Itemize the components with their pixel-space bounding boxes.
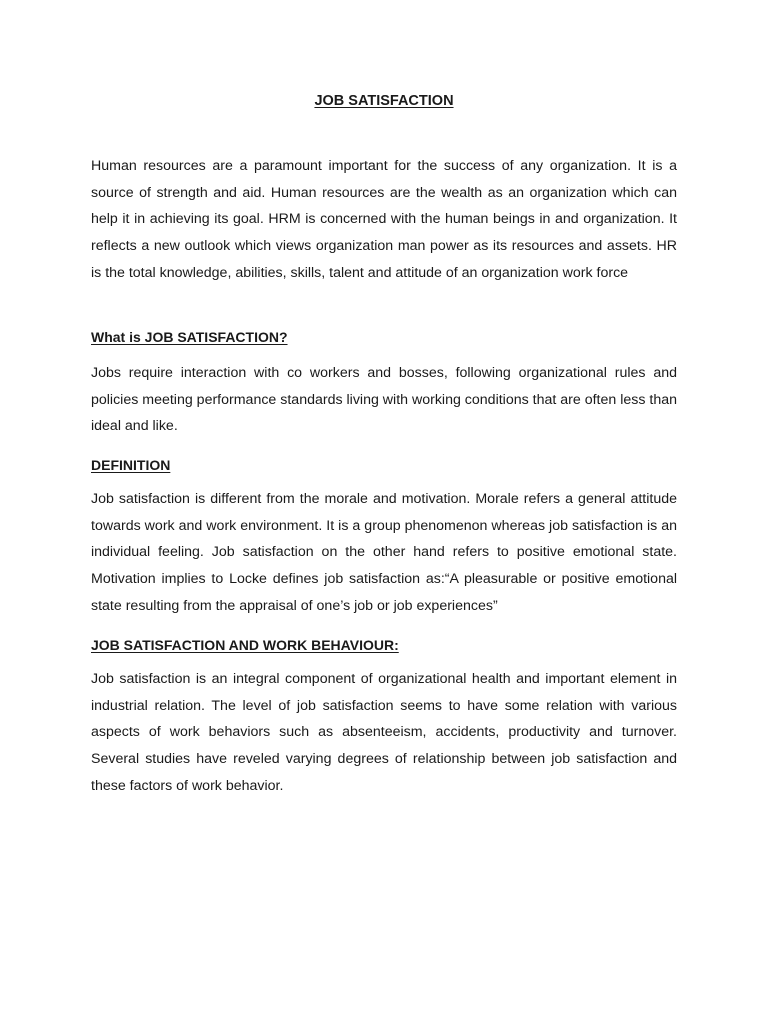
intro-paragraph: Human resources are a paramount important for the success of any organization. It is a source of strength and aid. Human resources are the wealth as an organization which can help it in achieving its goal. HRM is concerned with the human beings in and organization. It reflects a new outlook which views organization man power as its resources and assets. HR is the total knowledge, abilities, skills, talent and attitude of an organization work force	[91, 158, 677, 281]
document-title: JOB SATISFACTION	[314, 93, 454, 109]
section-heading-definition: DEFINITION	[91, 457, 171, 473]
section-heading-work-behaviour: JOB SATISFACTION AND WORK BEHAVIOUR:	[91, 637, 399, 653]
section-body-work-behaviour: Job satisfaction is an integral component of organizational health and important element in industrial relation. The level of job satisfaction seems to have some relation with various aspects of work behaviors such as absenteeism, accidents, productivity and turnover. Several studies have reveled varying degrees of relationship between job satisfaction and these factors of work behavior.	[91, 671, 677, 794]
section-body-what-is: Jobs require interaction with co workers and bosses, following organizational rules and policies meeting performance standards living with working conditions that are often less than ideal and like.	[91, 365, 677, 435]
section-body-definition: Job satisfaction is different from the morale and motivation. Morale refers a general attitude towards work and work environment. It is a group phenomenon whereas job satisfaction is an individual feeling. Job satisfaction on the other hand refers to positive emotional state. Motivation implies to Locke defines job satisfaction as:“A pleasurable or positive emotional state resulting from the appraisal of one’s job or job experiences”	[91, 491, 677, 614]
section-heading-what-is: What is JOB SATISFACTION?	[91, 329, 288, 345]
